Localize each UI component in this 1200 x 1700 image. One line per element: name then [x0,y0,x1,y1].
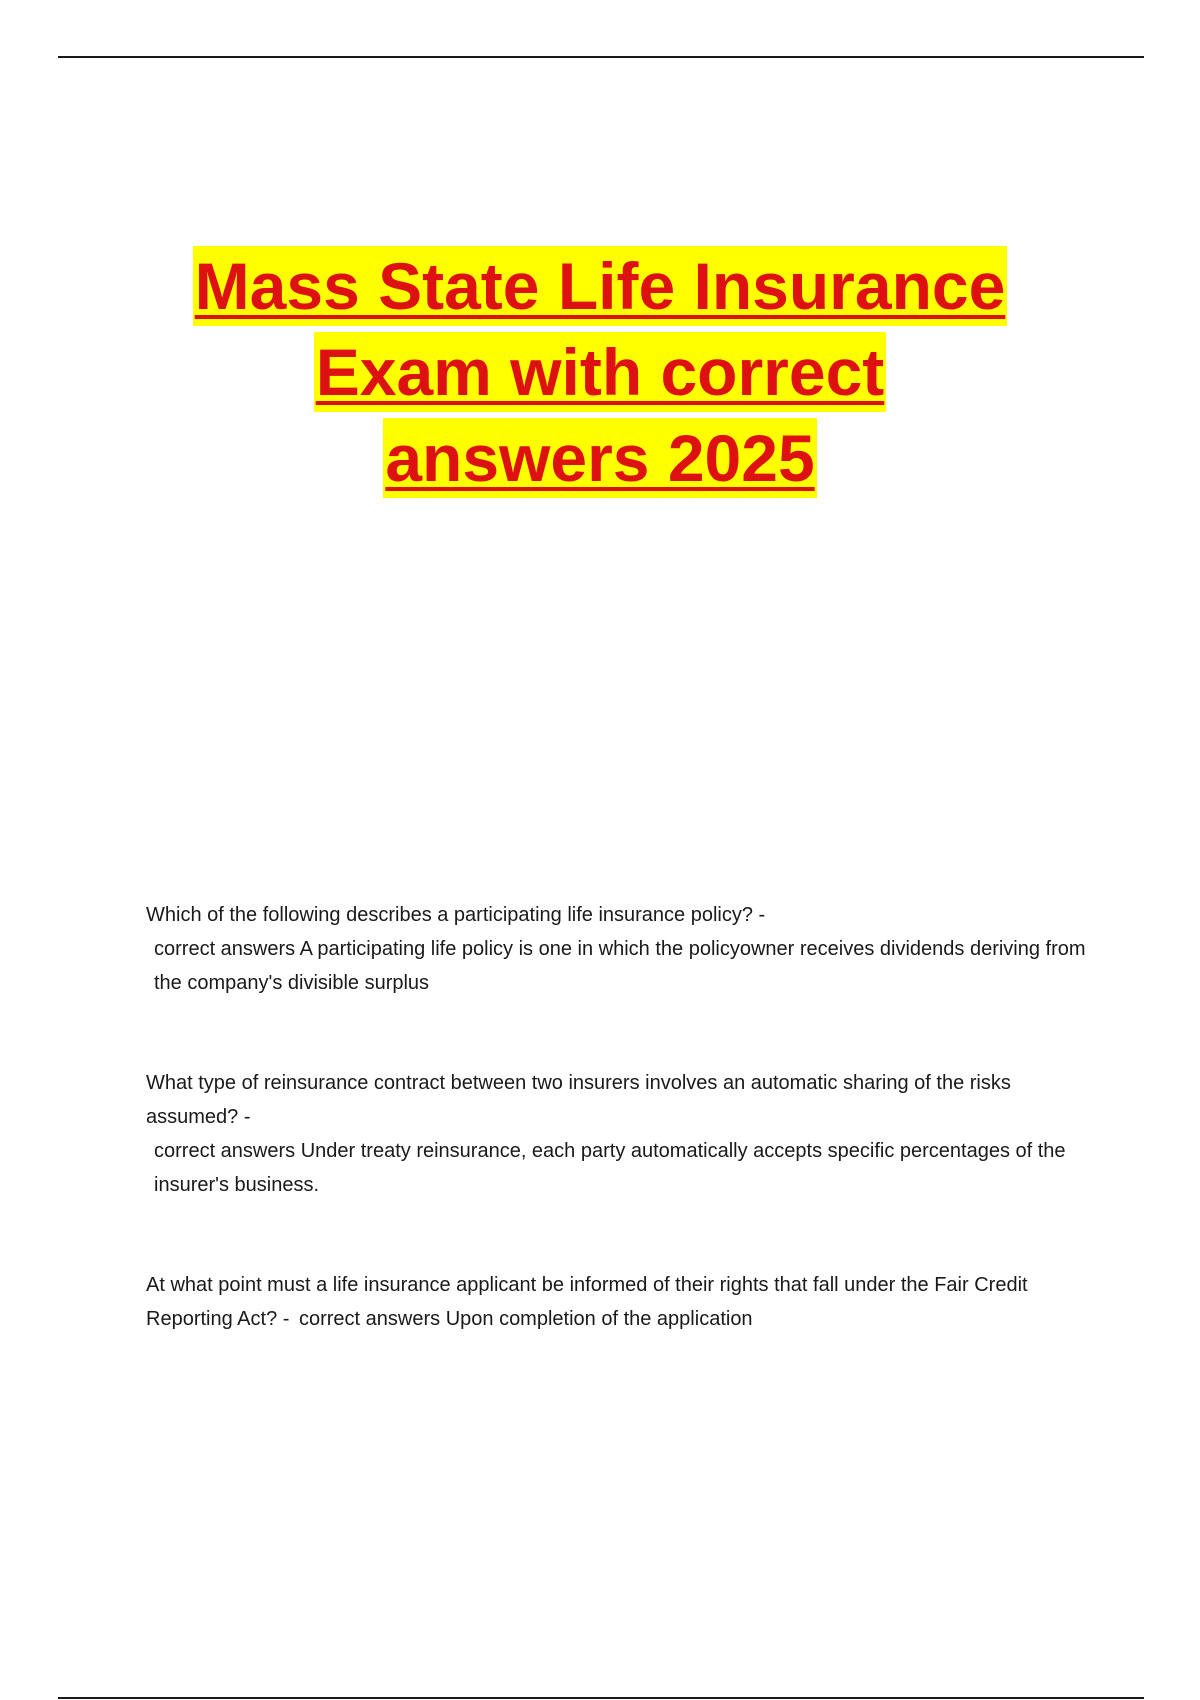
bottom-rule [58,1697,1144,1699]
question-1: Which of the following describes a participating life insurance policy? - [146,904,766,926]
qa-item-2 [146,1066,1096,1202]
question-3: At what point must a life insurance applicant be informed of their rights that fall under the Fair Credit Reporting Act? - [146,1274,1028,1330]
title-line-2 [0,332,1200,418]
qa-item-3 [146,1268,1096,1336]
title-line-2-text: Exam with correct [314,332,887,412]
title-line-1-text: Mass State Life Insurance [193,246,1008,326]
document-title [0,246,1200,504]
qa-item-1 [146,898,1096,1000]
answer-3: correct answers Upon completion of the application [298,1308,753,1330]
qa-list [146,898,1096,1402]
title-line-3 [0,418,1200,504]
top-rule [58,56,1144,58]
question-2: What type of reinsurance contract between two insurers involves an automatic sharing of the risks assumed? - [146,1072,1011,1128]
answer-1: correct answers A participating life policy is one in which the policyowner receives dividends deriving from the company's divisible surplus [154,938,1086,994]
title-line-3-text: answers 2025 [383,418,816,498]
title-line-1 [0,246,1200,332]
answer-2: correct answers Under treaty reinsurance, each party automatically accepts specific percentages of the insurer's business. [154,1140,1066,1196]
